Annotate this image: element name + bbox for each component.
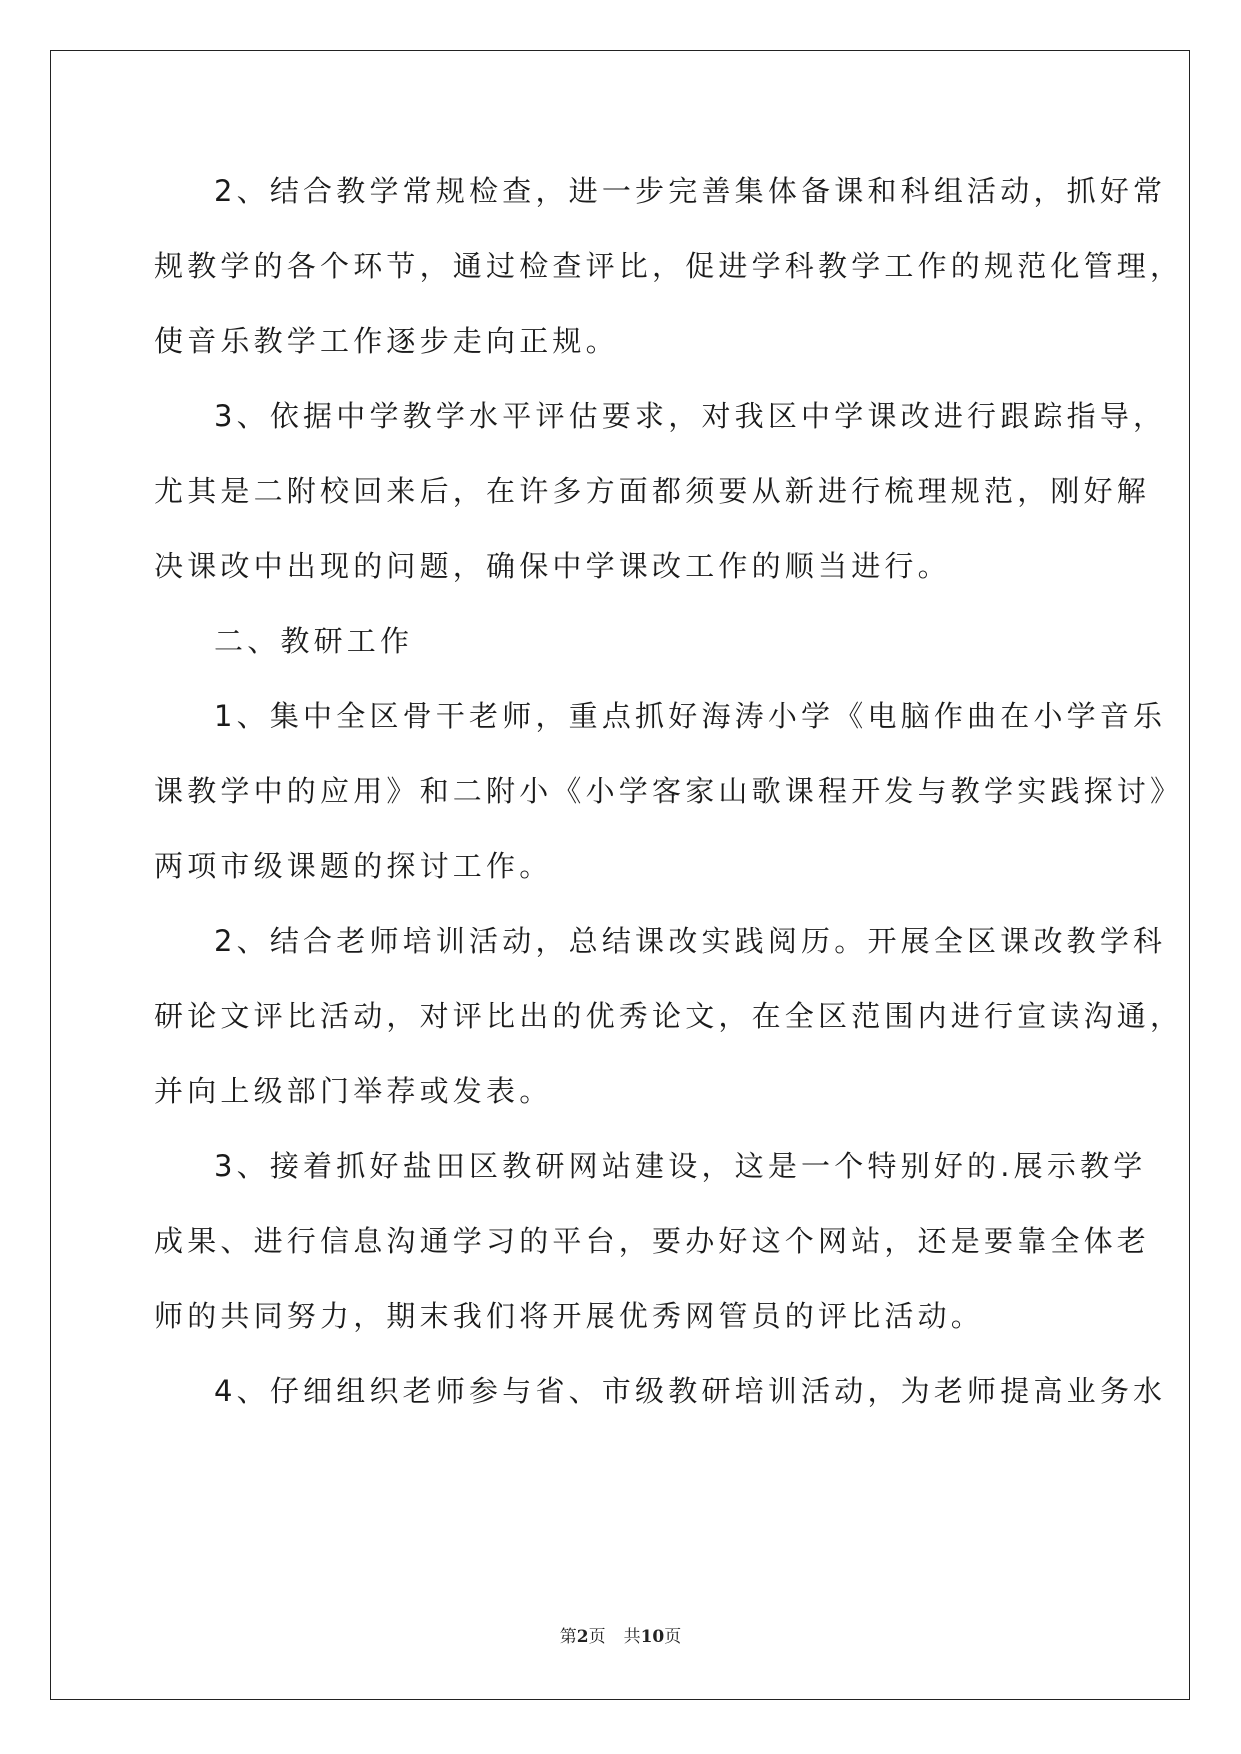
paragraph-line: 并向上级部门举荐或发表。 <box>154 1074 553 1108</box>
footer-total-suffix: 页 <box>664 1627 682 1647</box>
paragraph-line: 两项市级课题的探讨工作。 <box>154 849 553 883</box>
page-footer <box>0 1622 1241 1647</box>
section-heading: 二、教研工作 <box>214 624 414 658</box>
footer-prefix: 第 <box>559 1627 577 1647</box>
paragraph-line: 师的共同努力，期末我们将开展优秀网管员的评比活动。 <box>154 1299 985 1333</box>
document-body <box>154 166 1184 1441</box>
paragraph-line: 尤其是二附校回来后，在许多方面都须要从新进行梳理规范，刚好解 <box>154 474 1151 508</box>
paragraph-line: 4、仔细组织老师参与省、市级教研培训活动，为老师提高业务水 <box>214 1374 1167 1408</box>
paragraph-line: 2、结合老师培训活动，总结课改实践阅历。开展全区课改教学科 <box>214 924 1167 958</box>
footer-page-number: 2 <box>576 1627 589 1647</box>
paragraph-line: 1、集中全区骨干老师，重点抓好海涛小学《电脑作曲在小学音乐 <box>214 699 1167 733</box>
paragraph-line: 规教学的各个环节，通过检查评比，促进学科教学工作的规范化管理， <box>154 249 1184 283</box>
footer-total-pages: 10 <box>640 1627 665 1647</box>
paragraph-line: 3、接着抓好盐田区教研网站建设，这是一个特别好的.展示教学 <box>214 1149 1147 1183</box>
paragraph-line: 使音乐教学工作逐步走向正规。 <box>154 324 619 358</box>
paragraph-line: 课教学中的应用》和二附小《小学客家山歌课程开发与教学实践探讨》 <box>154 774 1184 808</box>
footer-page-suffix: 页 <box>588 1627 606 1647</box>
paragraph-line: 2、结合教学常规检查，进一步完善集体备课和科组活动，抓好常 <box>214 174 1167 208</box>
paragraph-line: 研论文评比活动，对评比出的优秀论文，在全区范围内进行宣读沟通， <box>154 999 1184 1033</box>
paragraph-line: 决课改中出现的问题，确保中学课改工作的顺当进行。 <box>154 549 951 583</box>
paragraph-line: 3、依据中学教学水平评估要求，对我区中学课改进行跟踪指导， <box>214 399 1167 433</box>
paragraph-line: 成果、进行信息沟通学习的平台，要办好这个网站，还是要靠全体老 <box>154 1224 1151 1258</box>
footer-total-prefix: 共 <box>623 1627 641 1647</box>
